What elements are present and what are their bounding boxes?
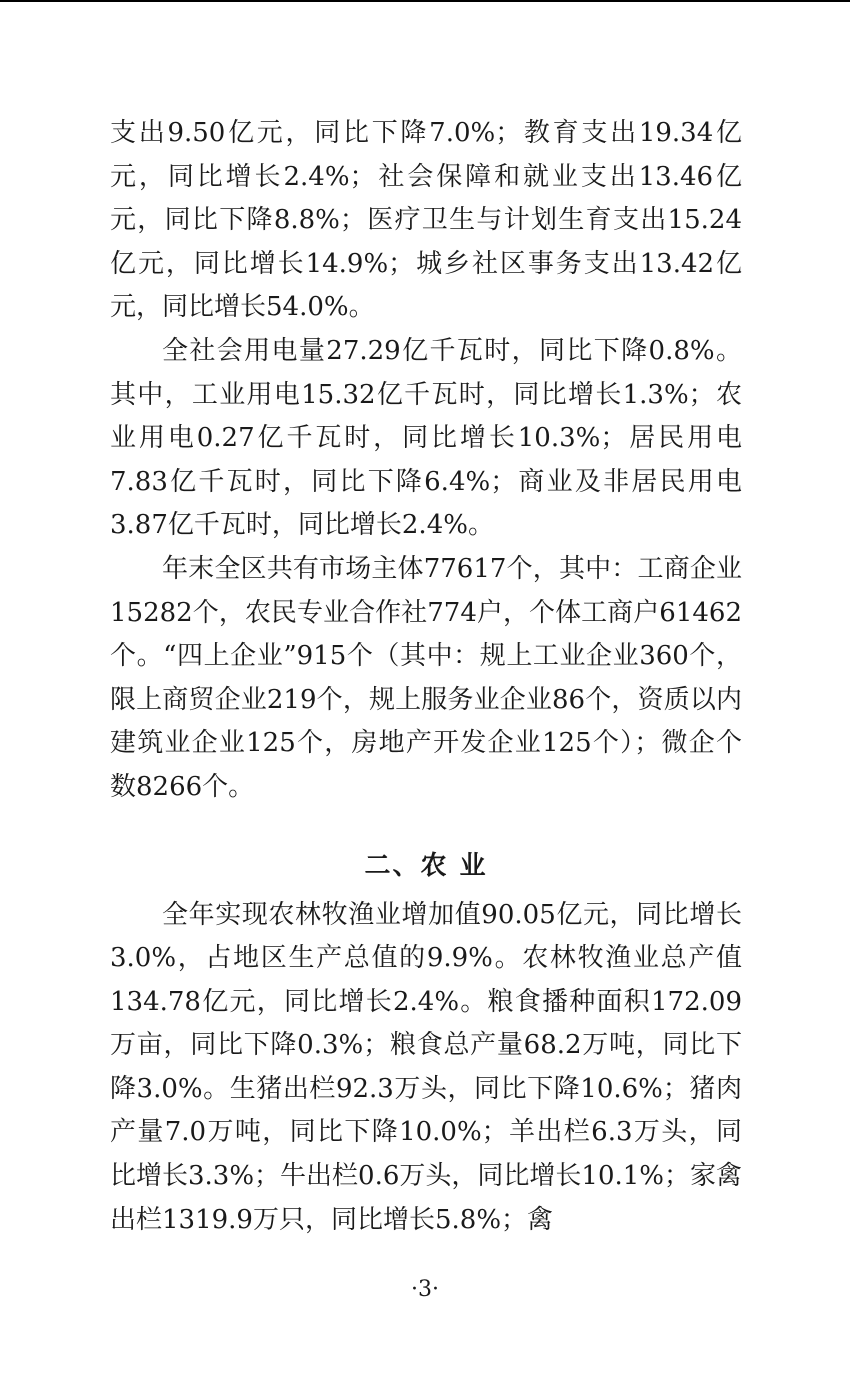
- paragraph-market-entities: 年末全区共有市场主体77617个，其中：工商企业15282个，农民专业合作社774户，个体工商户61462个。“四上企业”915个（其中：规上工业企业360个，限上商贸企业219个，规上服务业企业86个，资质以内建筑业企业125个，房地产开发企业125个）；微企个数8266个。: [110, 553, 742, 802]
- paragraph-electricity: 全社会用电量27.29亿千瓦时，同比下降0.8%。其中，工业用电15.32亿千瓦时，同比增长1.3%；农业用电0.27亿千瓦时，同比增长10.3%；居民用电7.83亿千瓦时，同比下降6.4%；商业及非居民用电3.87亿千瓦时，同比增长2.4%。: [110, 335, 742, 541]
- page-number: ·3·: [411, 1277, 439, 1302]
- section-title-agriculture: 二、农 业: [364, 850, 488, 881]
- paragraph-agriculture: 全年实现农林牧渔业增加值90.05亿元，同比增长3.0%，占地区生产总值的9.9%。农林牧渔业总产值134.78亿元，同比增长2.4%。粮食播种面积172.09万亩，同比下降0.3%；粮食总产量68.2万吨，同比下降3.0%。生猪出栏92.3万头，同比下降10.6%；猪肉产量7.0万吨，同比下降10.0%；羊出栏6.3万头，同比增长3.3%；牛出栏0.6万头，同比增长10.1%；家禽出栏1319.9万只，同比增长5.8%；禽: [110, 899, 742, 1235]
- page-body: [110, 112, 742, 1242]
- paragraph-expenditure: 支出9.50亿元，同比下降7.0%；教育支出19.34亿元，同比增长2.4%；社会保障和就业支出13.46亿元，同比下降8.8%；医疗卫生与计划生育支出15.24亿元，同比增长14.9%；城乡社区事务支出13.42亿元，同比增长54.0%。: [110, 118, 742, 323]
- top-rule: [0, 0, 850, 2]
